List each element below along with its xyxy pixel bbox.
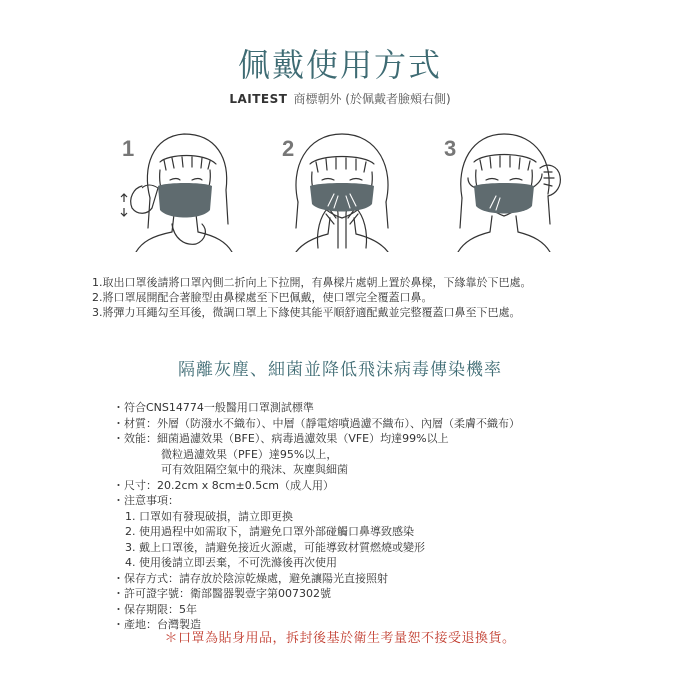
spec-origin: ・產地：台灣製造 — [113, 618, 201, 631]
spec-efficacy: ・效能：細菌過濾效果（BFE）、病毒過濾效果（VFE）均達99%以上 — [113, 432, 449, 445]
section-title: 隔離灰塵、細菌並降低飛沫病毒傳染機率 — [178, 360, 502, 380]
step-number-2: 2 — [282, 136, 295, 161]
specs-list — [113, 400, 593, 633]
spec-efficacy-line-2: 微粒過濾效果（PFE）達95%以上， — [161, 447, 338, 461]
spec-efficacy-line-3: 可有效阻隔空氣中的飛沫、灰塵與細菌 — [161, 463, 348, 476]
subtitle — [0, 90, 680, 107]
step-2-illustration — [276, 128, 408, 252]
step-number-3: 3 — [444, 136, 457, 161]
subtitle-text: 商標朝外 (於佩戴者臉頰右側) — [293, 92, 451, 106]
instruction-1: 1.取出口罩後請將口罩內側二折向上下拉開，有鼻樑片處朝上置於鼻樑，下緣靠於下巴處。 — [92, 276, 532, 289]
spec-shelf-life: ・保存期限：5年 — [113, 602, 197, 616]
spec-size: ・尺寸：20.2cm x 8cm±0.5cm（成人用） — [113, 478, 334, 492]
instruction-3: 3.將彈力耳繩勾至耳後，微調口罩上下緣使其能平順舒適配戴並完整覆蓋口鼻至下巴處。 — [92, 306, 521, 319]
note-item: 2. 使用過程中如需取下，請避免口罩外部碰觸口鼻導致感染 — [125, 525, 414, 538]
spec-license: ・許可證字號：衛部醫器製壹字第007302號 — [113, 587, 331, 600]
instructions — [92, 275, 612, 320]
spec-storage: ・保存方式：請存放於陰涼乾燥處，避免讓陽光直接照射 — [113, 571, 388, 585]
note-item: 4. 使用後請立即丟棄，不可洗滌後再次使用 — [125, 556, 337, 569]
spec-notes-label: ・注意事項： — [113, 494, 179, 507]
instruction-2: 2.將口罩展開配合著臉型由鼻樑處至下巴佩戴，使口罩完全覆蓋口鼻。 — [92, 291, 433, 304]
return-policy-warning: ＊口罩為貼身用品，拆封後基於衛生考量恕不接受退換貨。 — [164, 631, 516, 646]
note-item: 1. 口罩如有發現破損，請立即更換 — [125, 509, 293, 523]
step-3-illustration — [440, 128, 572, 252]
step-3 — [440, 128, 572, 252]
page-title: 佩戴使用方式 — [237, 46, 442, 84]
spec-material: ・材質：外層（防潑水不織布）、中層（靜電熔噴過濾不織布）、內層（柔膚不織布） — [113, 416, 520, 430]
steps-illustration — [112, 128, 572, 252]
brand-name: LAITEST — [229, 92, 288, 106]
note-item: 3. 戴上口罩後，請避免接近火源處，可能導致材質燃燒或變形 — [125, 540, 425, 554]
step-number-1: 1 — [122, 136, 135, 161]
step-2 — [276, 128, 408, 252]
spec-standard: ・符合CNS14774一般醫用口罩測試標準 — [113, 401, 314, 414]
